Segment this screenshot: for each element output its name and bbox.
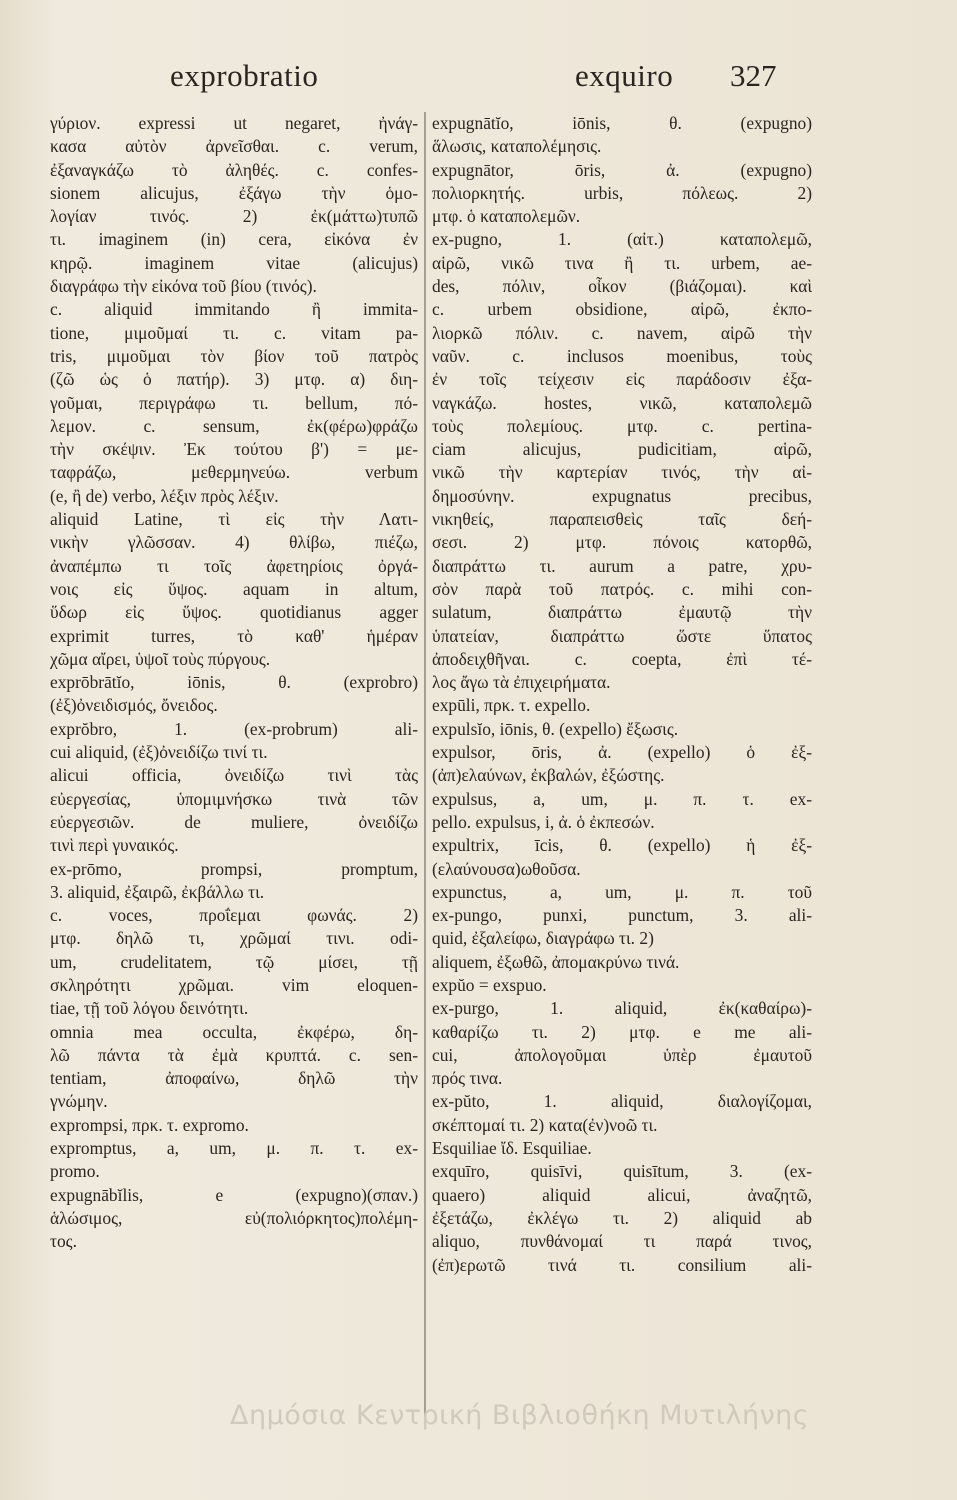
right-column-line: σκέπτομαί τι. 2) κατα(ἐν)νοῶ τι. xyxy=(432,1114,658,1135)
left-column-line: tentiam, ἀποφαίνω, δηλῶ τὴν xyxy=(50,1068,418,1089)
left-column-line: γύριον. expressi ut negaret, ἠνάγ- xyxy=(50,113,418,133)
right-column-line: pello. expulsus, i, ἀ. ὁ ἐκπεσών. xyxy=(432,811,655,832)
right-column-line: exquīro, quisīvi, quisītum, 3. (ex- xyxy=(432,1161,812,1182)
left-column-line: tiae, τῇ τοῦ λόγου δεινότητι. xyxy=(50,998,249,1019)
left-column-line: γνώμην. xyxy=(50,1091,108,1112)
left-column-line: λογίαν τινός. 2) ἐκ(μάττω)τυπῶ xyxy=(50,206,418,227)
right-column-line: expunctus, a, um, μ. π. τοῦ xyxy=(432,881,812,902)
right-column-line: ex-pŭto, 1. aliquid, διαλογίζομαι, xyxy=(432,1091,812,1112)
left-column-line: tione, μιμοῦμαί τι. c. vitam pa- xyxy=(50,322,418,343)
right-column-line: expulsus, a, um, μ. π. τ. ex- xyxy=(432,788,812,809)
left-column-line: (ζῶ ὡς ὁ πατήρ). 3) μτφ. α) διη- xyxy=(50,369,418,390)
right-column-line: ex-pugno, 1. (αἰτ.) καταπολεμῶ, xyxy=(432,229,812,250)
right-column-line: πρός τινα. xyxy=(432,1068,503,1089)
left-column-line: exprōbrātĭo, iōnis, θ. (exprobro) xyxy=(50,672,418,693)
right-column-line: (ἐπ)ερωτῶ τινά τι. consilium ali- xyxy=(432,1254,812,1275)
right-column-line: λιορκῶ πόλιν. c. navem, αἱρῶ τὴν xyxy=(432,322,812,343)
right-column xyxy=(432,112,812,1277)
library-watermark: Δημόσια Κεντρική Βιβλιοθήκη Μυτιλήνης xyxy=(230,1400,810,1431)
left-column-line: (e, ἢ de) verbo, λέξιν πρὸς λέξιν. xyxy=(50,485,279,506)
left-column-line: um, crudelitatem, τῷ μίσει, τῇ xyxy=(50,951,418,972)
guide-word-left: exprobratio xyxy=(170,58,319,93)
page-number: 327 xyxy=(730,58,777,93)
right-column-line: ciam alicujus, pudicitiam, αἱρῶ, xyxy=(432,439,812,460)
right-column-line: des, πόλιν, οἶκον (βιάζομαι). καὶ xyxy=(432,276,812,297)
left-column-line: ταφράζω, μεθερμηνεύω. verbum xyxy=(50,462,418,483)
left-column-line: νικὴν γλῶσσαν. 4) θλίβω, πιέζω, xyxy=(50,532,418,553)
left-column-line: exprompsi, πρκ. τ. expromo. xyxy=(50,1114,249,1135)
right-column-line: ἀποδειχθῆναι. c. coepta, ἐπὶ τέ- xyxy=(432,648,812,669)
right-column-line: sulatum, διαπράττω ἐμαυτῷ τὴν xyxy=(432,602,812,623)
column-divider xyxy=(424,112,426,1427)
left-column xyxy=(50,112,418,1254)
left-column-line: γοῦμαι, περιγράφω τι. bellum, πό- xyxy=(50,392,418,413)
left-column-line: τινὶ περὶ γυναικός. xyxy=(50,835,179,856)
right-column-line: quid, ἐξαλείφω, διαγράφω τι. 2) xyxy=(432,928,654,949)
left-column-line: aliquid Latine, τὶ εἰς τὴν Λατι- xyxy=(50,509,418,530)
right-column-line: νικῶ τὴν καρτερίαν τινός, τὴν αἰ- xyxy=(432,462,812,483)
right-column-line: expūli, πρκ. τ. expello. xyxy=(432,695,591,716)
right-column-line: c. urbem obsidione, αἱρῶ, ἐκπο- xyxy=(432,299,812,320)
left-column-line: c. aliquid immitando ἢ immita- xyxy=(50,299,418,320)
left-column-line: promo. xyxy=(50,1161,100,1182)
right-column-line: expulsĭo, iōnis, θ. (expello) ἔξωσις. xyxy=(432,718,679,739)
left-column-line: χῶμα αἴρει, ὑψοῖ τοὺς πύργους. xyxy=(50,648,271,669)
right-column-line: aliquo, πυνθάνομαί τι παρά τινος, xyxy=(432,1231,812,1252)
left-column-line: expromptus, a, um, μ. π. τ. ex- xyxy=(50,1138,418,1159)
right-column-line: ἅλωσις, καταπολέμησις. xyxy=(432,136,602,157)
right-column-line: expugnātĭo, iōnis, θ. (expugno) xyxy=(432,113,812,133)
left-column-line: τὴν σκέψιν. Ἐκ τούτου β') = με- xyxy=(50,439,418,460)
right-column-line: σεσι. 2) μτφ. πόνοις κατορθῶ, xyxy=(432,532,812,553)
right-column-line: expŭo = exspuo. xyxy=(432,974,547,995)
right-column-line: ἐξετάζω, ἐκλέγω τι. 2) aliquid ab xyxy=(432,1207,812,1228)
left-column-line: εὐεργεσιῶν. de muliere, ὀνειδίζω xyxy=(50,811,418,832)
left-column-line: expugnābĭlis, e (expugno)(σπαν.) xyxy=(50,1184,418,1205)
guide-word-right: exquiro xyxy=(575,58,674,93)
left-column-line: λῶ πάντα τὰ ἐμὰ κρυπτά. c. sen- xyxy=(50,1044,418,1065)
right-column-line: τοὺς πολεμίους. μτφ. c. pertina- xyxy=(432,415,812,436)
left-column-line: tris, μιμοῦμαι τὸν βίον τοῦ πατρὸς xyxy=(50,345,418,366)
left-column-line: (ἐξ)ὀνειδισμός, ὄνειδος. xyxy=(50,695,218,716)
left-column-line: λεμον. c. sensum, ἐκ(φέρω)φράζω xyxy=(50,415,418,436)
left-column-line: νοις εἰς ὕψος. aquam in altum, xyxy=(50,578,418,599)
right-column-line: ναῦν. c. inclusos moenibus, τοὺς xyxy=(432,345,812,366)
left-column-line: κηρῷ. imaginem vitae (alicujus) xyxy=(50,252,418,273)
running-header xyxy=(0,58,957,102)
left-column-line: ὕδωρ εἰς ὕψος. quotidianus agger xyxy=(50,602,418,623)
right-column-line: διαπράττω τι. aurum a patre, χρυ- xyxy=(432,555,812,576)
left-column-line: μτφ. δηλῶ τι, χρῶμαί τινι. odi- xyxy=(50,928,418,949)
left-column-line: ἀναπέμπω τι τοῖς ἀφετηρίοις ὀργά- xyxy=(50,555,418,576)
left-column-line: cui aliquid, (ἐξ)ὀνειδίζω τινί τι. xyxy=(50,742,268,763)
right-column-line: μτφ. ὁ καταπολεμῶν. xyxy=(432,206,581,227)
right-column-line: αἱρῶ, νικῶ τινα ἢ τι. urbem, ae- xyxy=(432,252,812,273)
right-column-line: cui, ἀπολογοῦμαι ὑπὲρ ἐμαυτοῦ xyxy=(432,1044,812,1065)
right-column-line: Esquiliae ἴδ. Esquiliae. xyxy=(432,1138,592,1159)
right-column-line: expugnātor, ōris, ἀ. (expugno) xyxy=(432,159,812,180)
left-column-line: alicui officia, ὀνειδίζω τινὶ τὰς xyxy=(50,765,418,786)
left-column-line: διαγράφω τὴν εἰκόνα τοῦ βίου (τινός). xyxy=(50,276,317,297)
right-column-line: quaero) aliquid alicui, ἀναζητῶ, xyxy=(432,1184,812,1205)
right-column-line: ex-purgo, 1. aliquid, ἐκ(καθαίρω)- xyxy=(432,998,812,1019)
right-column-line: expulsor, ōris, ἀ. (expello) ὁ ἐξ- xyxy=(432,742,812,763)
right-column-line: νικηθείς, παραπεισθεὶς ταῖς δεή- xyxy=(432,509,812,530)
right-column-line: (ελαύνουσα)ωθοῦσα. xyxy=(432,858,581,879)
right-column-line: ναγκάζω. hostes, νικῶ, καταπολεμῶ xyxy=(432,392,812,413)
left-column-line: exprŏbro, 1. (ex-probrum) ali- xyxy=(50,718,418,739)
left-column-line: exprimit turres, τὸ καθ' ἡμέραν xyxy=(50,625,418,646)
left-column-line: ἁλώσιμος, εὐ(πολιόρκητος)πολέμη- xyxy=(50,1207,418,1228)
right-column-line: (ἀπ)ελαύνων, ἐκβαλών, ἐξώστης. xyxy=(432,765,665,786)
left-column-line: sionem alicujus, ἐξάγω τὴν ὁμο- xyxy=(50,182,418,203)
right-column-line: καθαρίζω τι. 2) μτφ. e me ali- xyxy=(432,1021,812,1042)
left-column-line: τος. xyxy=(50,1231,77,1252)
left-column-line: ἐξαναγκάζω τὸ ἀληθές. c. confes- xyxy=(50,159,418,180)
right-column-line: σὸν παρὰ τοῦ πατρός. c. mihi con- xyxy=(432,578,812,599)
left-column-line: 3. aliquid, ἐξαιρῶ, ἐκβάλλω τι. xyxy=(50,881,265,902)
right-column-line: ex-pungo, punxi, punctum, 3. ali- xyxy=(432,905,812,926)
right-column-line: ἐν τοῖς τείχεσιν εἰς παράδοσιν ἐξα- xyxy=(432,369,812,390)
right-column-line: ὑπατείαν, διαπράττω ὥστε ὕπατος xyxy=(432,625,812,646)
left-column-line: ex-prōmo, prompsi, promptum, xyxy=(50,858,418,879)
right-column-line: expultrix, īcis, θ. (expello) ἡ ἐξ- xyxy=(432,835,812,856)
left-column-line: c. voces, προΐεμαι φωνάς. 2) xyxy=(50,905,418,926)
right-column-line: δημοσύνην. expugnatus precibus, xyxy=(432,485,812,506)
left-column-line: τι. imaginem (in) cera, εἰκόνα ἐν xyxy=(50,229,418,250)
left-column-line: omnia mea occulta, ἐκφέρω, δη- xyxy=(50,1021,418,1042)
left-column-line: σκληρότητι χρῶμαι. vim eloquen- xyxy=(50,974,418,995)
right-column-line: πολιορκητής. urbis, πόλεως. 2) xyxy=(432,182,812,203)
left-column-line: κασα αὐτὸν ἀρνεῖσθαι. c. verum, xyxy=(50,136,418,157)
left-column-line: εὐεργεσίας, ὑπομιμνήσκω τινὰ τῶν xyxy=(50,788,418,809)
right-column-line: aliquem, ἐξωθῶ, ἀπομακρύνω τινά. xyxy=(432,951,680,972)
right-column-line: λος ἄγω τὰ ἐπιχειρήματα. xyxy=(432,672,611,693)
